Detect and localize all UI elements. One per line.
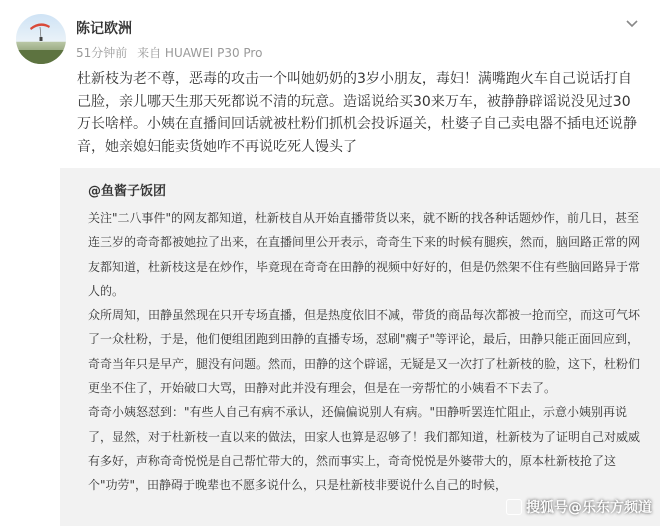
avatar[interactable] — [16, 14, 66, 64]
repost-body — [88, 206, 644, 498]
post-body: 杜新枝为老不尊，恶毒的攻击一个叫她奶奶的3岁小朋友，毒妇！满嘴跑火车自己说话打自己脸，亲儿哪天生那天死都说不清的玩意。造谣说给买30来万车，被静静辟谣说没见过30万长啥样。小姨在直播间回话就被杜粉们抓机会投诉逼关，杜婆子自己卖电器不插电还说静音，她亲媳妇能卖货她咋不再说吃死人馒头了 — [77, 71, 637, 155]
watermark-text: 搜狐号@乐东方频道 — [526, 500, 652, 516]
sohu-logo-icon — [506, 499, 522, 515]
repost-paragraph: 奇奇小姨怒怼到："有些人自己有病不承认，还偏偏说别人有病。"田静听罢连忙阻止，示意小姨别再说了，显然，对于杜新枝一直以来的做法，田家人也算是忍够了！我们都知道，杜新枝为了证明自己对威威有多好，声称奇奇悦悦是自己帮忙带大的，然而事实上，奇奇悦悦是外婆带大的，原本杜新枝抢了这个"功劳"，田静碍于晚辈也不愿多说什么，只是杜新枝非要说什么自己的时候， — [88, 405, 641, 493]
avatar-image — [16, 14, 66, 64]
watermark — [506, 496, 652, 518]
post-meta — [76, 44, 268, 61]
repost-author[interactable]: @鱼酱子饭团 — [88, 184, 167, 199]
repost-paragraph: 关注"二八事件"的网友都知道，杜新枝自从开始直播带货以来，就不断的找各种话题炒作，前几日，甚至连三岁的奇奇都被她拉了出来，在直播间里公开表示，奇奇生下来的时候有腿疾，然而，脑回路正常的网友都知道，杜新枝这是在炒作，毕竟现在奇奇在田静的视频中好好的，但是仍然架不住有些脑回路异于常人的。 — [88, 211, 641, 298]
chevron-down-icon[interactable] — [624, 16, 640, 32]
post-time[interactable]: 51分钟前 — [76, 46, 128, 60]
repost-card[interactable] — [60, 168, 660, 526]
post-source: 来自 HUAWEI P30 Pro — [137, 46, 263, 60]
author-name[interactable]: 陈记欧洲 — [76, 21, 132, 37]
post-header — [16, 14, 646, 64]
repost-paragraph: 众所周知，田静虽然现在只开专场直播，但是热度依旧不减，带货的商品每次都被一抢而空，而这可气坏了一众杜粉，于是，他们便组团跑到田静的直播专场，怼刷"瘸子"等评论，最后，田静只能正面回应到，奇奇当年只是早产，腿没有问题。然而，田静的这个辟谣，无疑是又一次打了杜新枝的脸，这下，杜粉们更坐不住了，开始破口大骂，田静对此并没有理会，但是在一旁帮忙的小姨看不下去了。 — [88, 308, 641, 396]
